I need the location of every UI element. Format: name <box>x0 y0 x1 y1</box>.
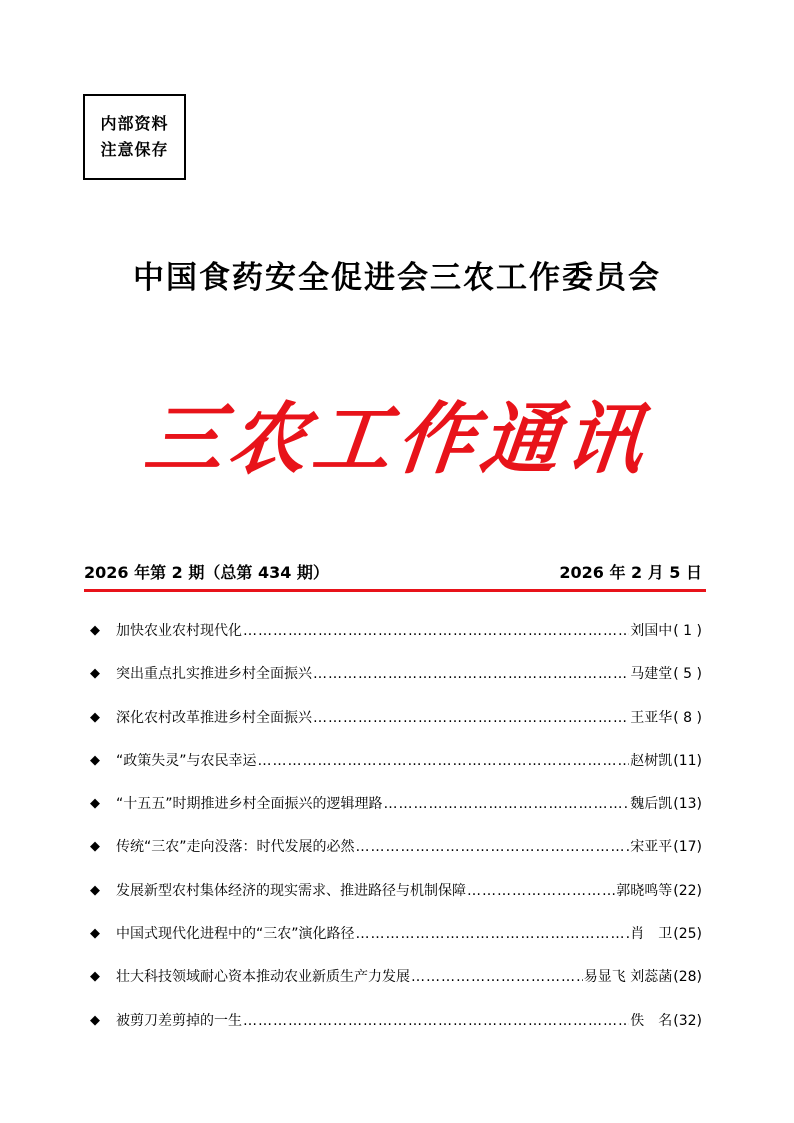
stamp-line-2: 注意保存 <box>100 140 169 159</box>
toc-item[interactable] <box>90 620 702 663</box>
toc-item-author: 马建堂 <box>630 666 673 683</box>
toc-leader-dots <box>384 793 630 815</box>
red-divider-rule <box>84 589 706 592</box>
diamond-bullet-icon: ◆ <box>90 623 100 638</box>
diamond-bullet-icon: ◆ <box>90 882 100 898</box>
organization-title: 中国食药安全促进会三农工作委员会 <box>133 260 661 296</box>
diamond-bullet-icon: ◆ <box>90 752 100 768</box>
issue-number: 2026 年第 2 期（总第 434 期） <box>84 562 329 582</box>
toc-item[interactable] <box>90 750 702 793</box>
toc-item-page: ( 1 ) <box>673 623 702 639</box>
diamond-bullet-icon: ◆ <box>90 839 100 855</box>
diamond-bullet-icon: ◆ <box>90 1012 100 1028</box>
toc-leader-dots <box>356 836 630 858</box>
diamond-bullet-icon: ◆ <box>90 926 100 942</box>
toc-item-author: 肖 卫 <box>630 926 673 943</box>
toc-item-page: (25) <box>673 926 702 943</box>
toc-leader-dots <box>411 966 583 988</box>
toc-leader-dots <box>313 663 629 685</box>
toc-item-page: (32) <box>673 1012 702 1029</box>
toc-item-page: ( 5 ) <box>673 666 702 683</box>
toc-item-author: 魏后凯 <box>630 796 673 813</box>
toc-item-title: 深化农村改革推进乡村全面振兴 <box>116 709 312 726</box>
toc-item[interactable] <box>90 1010 702 1053</box>
toc-item[interactable] <box>90 793 702 836</box>
toc-item-page: ( 8 ) <box>673 709 702 726</box>
toc-item-title: 传统“三农”走向没落：时代发展的必然 <box>116 839 355 856</box>
toc-item-title: 中国式现代化进程中的“三农”演化路径 <box>116 926 355 943</box>
table-of-contents <box>90 620 702 1053</box>
toc-item-page: (22) <box>673 882 702 899</box>
toc-item[interactable] <box>90 880 702 923</box>
toc-item-author: 赵树凯 <box>630 752 673 769</box>
toc-item-page: (13) <box>673 796 702 813</box>
diamond-bullet-icon: ◆ <box>90 796 100 812</box>
toc-item[interactable] <box>90 707 702 750</box>
toc-item-title: 发展新型农村集体经济的现实需求、推进路径与机制保障 <box>116 882 466 899</box>
stamp-line-1: 内部资料 <box>100 114 169 133</box>
issue-date: 2026 年 2 月 5 日 <box>559 562 702 582</box>
toc-leader-dots <box>258 750 630 772</box>
toc-item-title: 加快农业农村现代化 <box>116 623 242 639</box>
toc-item-author: 王亚华 <box>630 709 673 726</box>
toc-item[interactable] <box>90 923 702 966</box>
toc-item-author: 郭晓鸣等 <box>616 882 673 899</box>
toc-item-author: 宋亚平 <box>630 839 673 856</box>
toc-item-title: “政策失灵”与农民幸运 <box>116 752 257 769</box>
toc-item-author: 刘国中 <box>630 623 673 639</box>
toc-leader-dots <box>313 707 629 729</box>
toc-leader-dots <box>467 880 615 902</box>
toc-item-title: 被剪刀差剪掉的一生 <box>116 1012 242 1029</box>
diamond-bullet-icon: ◆ <box>90 709 100 725</box>
internal-material-stamp <box>83 94 186 180</box>
toc-item[interactable] <box>90 663 702 706</box>
toc-item-author: 易显飞 刘蕊菡 <box>583 969 673 986</box>
toc-leader-dots <box>243 1010 629 1032</box>
diamond-bullet-icon: ◆ <box>90 666 100 682</box>
toc-item-author: 佚 名 <box>630 1012 673 1029</box>
toc-item-page: (17) <box>673 839 702 856</box>
toc-item-page: (11) <box>673 752 702 769</box>
toc-item[interactable] <box>90 836 702 879</box>
toc-item-title: 突出重点扎实推进乡村全面振兴 <box>116 666 312 683</box>
issue-info-row <box>84 558 702 584</box>
toc-leader-dots <box>243 620 629 642</box>
diamond-bullet-icon: ◆ <box>90 969 100 985</box>
toc-leader-dots <box>356 923 630 945</box>
newsletter-masthead: 三农工作通讯 <box>140 394 654 485</box>
toc-item[interactable] <box>90 966 702 1009</box>
toc-item-page: (28) <box>673 969 702 986</box>
toc-item-title: 壮大科技领域耐心资本推动农业新质生产力发展 <box>116 969 410 986</box>
toc-item-title: “十五五”时期推进乡村全面振兴的逻辑理路 <box>116 796 383 813</box>
